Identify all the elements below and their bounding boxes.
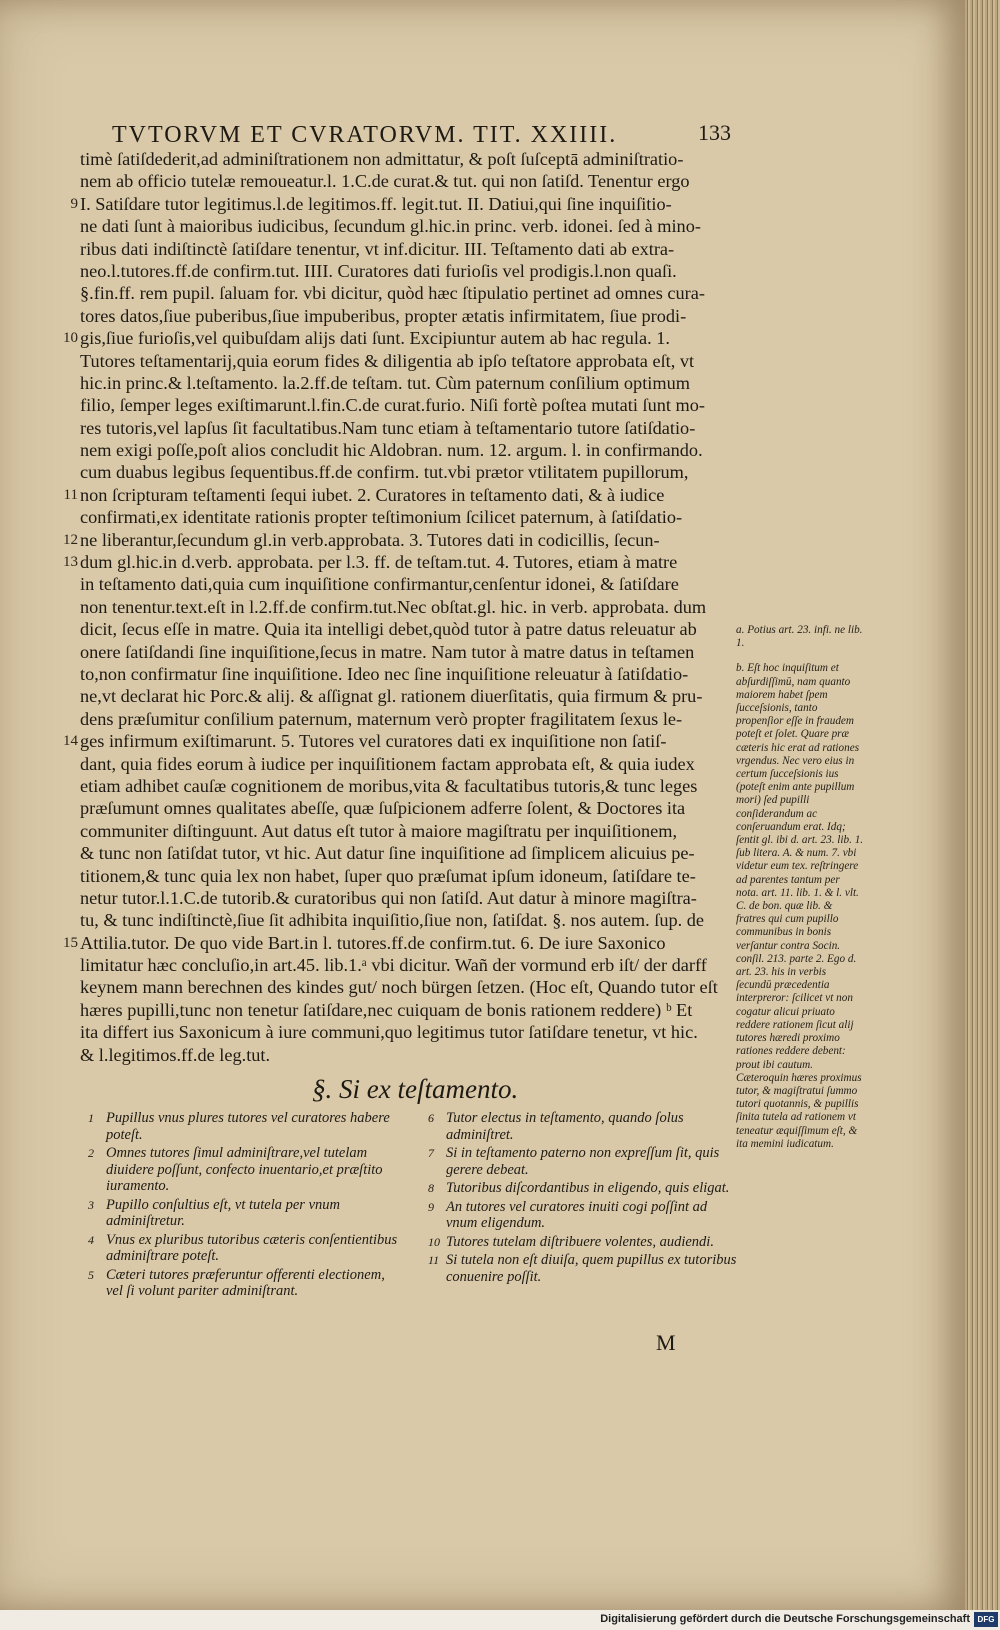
summary-item — [428, 1252, 738, 1285]
page-edge — [965, 0, 1000, 1610]
section-title: §. Si ex teſtamento. — [312, 1074, 519, 1104]
text-line — [80, 148, 730, 170]
line-text: in teſtamento dati,quia cum inquiſitione confirmantur,cenſentur idonei, & ſatiſdare — [80, 574, 679, 595]
line-text: nem exigi poſſe,poſt alios concludit hic Aldobran. num. 12. argum. l. in confirmando. — [80, 440, 703, 461]
line-text: dicit, ſecus eſſe in matre. Quia ita intelligi debet,quòd tutor à patre datus releuatur ab — [80, 619, 697, 640]
text-line — [80, 372, 730, 394]
text-line — [63, 932, 730, 954]
line-text: ita differt ius Saxonicum à iure communi,quo legitimus tutor ſatiſdare tenetur, vt hic. — [80, 1022, 698, 1043]
line-text: ne dati ſunt à maioribus iudicibus, ſecundum gl.hic.in princ. verb. idonei. ſed à mino- — [80, 216, 701, 237]
line-text: cum duabus legibus ſequentibus.ff.de confirm. tut.vbi prætor vtilitatem pupillorum, — [80, 462, 689, 483]
text-line — [80, 439, 730, 461]
text-line — [80, 909, 730, 931]
line-text: onere ſatiſdandi ſine inquiſitione,ſecus in matre. Nam tutor à matre datus in teſtamen — [80, 641, 695, 662]
line-text: to,non confirmatur ſine inquiſitione. Ideo nec ſine inquiſitione releuatur à ſatiſdatio- — [80, 663, 689, 684]
summary-item-text: Tutoribus diſcordantibus in eligendo, quis eligat. — [446, 1180, 730, 1196]
line-text: tores datos,ſiue puberibus,ſiue impuberibus, propter ætatis infirmitatem, ſiue prodi- — [80, 305, 687, 326]
text-line — [80, 238, 730, 260]
summary-item-text: Si in teſtamento paterno non expreſſum ſit, quis gerere debeat. — [446, 1145, 720, 1178]
line-text: ne,vt declarat hic Porc.& alij. & aſſignat gl. rationem diuerſitatis, quia firmum & pru- — [80, 686, 703, 707]
folio-number: 133 — [698, 120, 731, 145]
line-marginal-number: 10 — [63, 330, 78, 347]
text-line — [80, 461, 730, 483]
line-text: filio, ſemper leges exiſtimarunt.l.fin.C.de curat.furio. Niſi fortè poſtea mutati ſunt mo- — [80, 395, 705, 416]
summary-item-number: 4 — [88, 1232, 94, 1247]
margin-note: b. Eſt hoc inquiſitum et abſurdiſſimū, nam quanto maiorem habet ſpem ſucceſsionis, tanto propenſior eſſe in fraudem poteſt et ſolet. Quare præ cæteris hic erat ad rationes vrgendus. Nec vero eius in certum ſucceſsionis ius (poteſt enim ante pupillum mori) ſed pupilli conſiderandum ac conſeruandum erat. Idq; ſentit gl. ibi d. art. 23. lib. 1. ſub litera. A. & num. 7. vbi videtur eum tex. reſtringere ad parentes tantum per nota. art. 11. lib. 1. & l. vlt. C. de bon. quæ lib. & fratres qui cum pupillo communibus in bonis verſantur contra Socin. conſil. 213. parte 2. Ego d. art. 23. his in verbis ſecundū præcedentia interpreror: ſcilicet vt non cogatur alicui priuato reddere rationem ſicut alij tutores hæredi proximo rationes reddere debent: prout ibi cautum. Cæteroquin hæres proximus tutor, & magiſtratui ſummo tutori quotannis, & pupillis ſinita tutela ad rationem vt teneatur æquiſſimum eſt, & ita memini iudicatum. — [736, 662, 864, 1150]
summary-item-number: 1 — [88, 1111, 94, 1125]
summary-item-text: Tutor electus in teſtamento, quando ſolus adminiſtret. — [446, 1110, 684, 1143]
summary-item-number: 10 — [428, 1234, 440, 1249]
line-text: dum gl.hic.in d.verb. approbata. per l.3. ff. de teſtam.tut. 4. Tutores, etiam à matre — [80, 552, 678, 573]
text-line — [80, 954, 730, 976]
line-marginal-number: 9 — [70, 195, 78, 212]
text-line — [80, 506, 730, 528]
text-line — [80, 976, 730, 998]
line-text: gis,ſiue furioſis,vel quibuſdam alijs dati ſunt. Excipiuntur autem ab hac regula. 1. — [80, 328, 670, 349]
summary-item — [428, 1110, 738, 1143]
line-text: præſumunt omnes qualitates abeſſe, quæ ſuſpicionem adferre ſolent, & Doctores ita — [80, 798, 686, 819]
text-line — [80, 797, 730, 819]
line-marginal-number: 15 — [63, 934, 78, 951]
text-line — [80, 170, 730, 192]
line-text: I. Satiſdare tutor legitimus.l.de legitimos.ff. legit.tut. II. Datiui,qui ſine inquiſitio- — [80, 193, 672, 214]
text-line — [80, 775, 730, 797]
line-text: non tenentur.text.eſt in l.2.ff.de confirm.tut.Nec obſtat.gl. hic. in verb. approbata. dum — [80, 596, 707, 617]
line-text: keynem mann berechnen des kindes gut/ noch bürgen ſetzen. (Hoc eſt, Quando tutor eſt — [80, 977, 718, 998]
summary-item — [88, 1267, 398, 1300]
footer-bar — [0, 1610, 1000, 1630]
margin-notes — [736, 624, 864, 1163]
text-line — [80, 708, 730, 730]
line-text: res tutoris,vel lapſus ſit facultatibus.Nam tunc etiam à teſtamentario tutore ſatiſdatio- — [80, 417, 696, 438]
text-line — [80, 215, 730, 237]
text-line — [80, 573, 730, 595]
line-marginal-number: 13 — [63, 554, 78, 571]
summary-item — [428, 1234, 738, 1251]
text-line — [63, 327, 730, 349]
text-line — [80, 999, 730, 1021]
running-head: TVTORVM ET CVRATORVM. TIT. XXIIII. — [112, 122, 618, 148]
signature-mark: M — [656, 1330, 676, 1355]
line-text: tu, & tunc indiſtinctè,ſiue ſit adhibita inquiſitio,ſiue non, ſatiſdat. §. nos autem. ſup. de — [80, 910, 705, 931]
line-text: communiter diſtinguunt. Aut datus eſt tutor à maiore magiſtratu per inquiſitionem, — [80, 820, 678, 841]
summary-item — [88, 1145, 398, 1195]
line-text: etiam adhibet cauſæ cognitionem de moribus,vita & facultatibus tutoris,& tunc leges — [80, 775, 698, 796]
line-marginal-number: 14 — [63, 733, 78, 750]
summary-item-number: 8 — [428, 1181, 434, 1195]
dfg-logo: DFG — [974, 1612, 998, 1627]
line-text: Tutores teſtamentarij,quia eorum fides & diligentia ab ipſo teſtatore approbata eſt, vt — [80, 350, 695, 371]
summary-item-text: Pupillus vnus plures tutores vel curatores habere poteſt. — [106, 1110, 390, 1143]
summary-item — [88, 1110, 398, 1143]
text-line — [63, 529, 730, 551]
text-line — [80, 663, 730, 685]
line-text: & l.legitimos.ff.de leg.tut. — [80, 1044, 271, 1065]
text-line — [80, 350, 730, 372]
line-text: ribus dati indiſtinctè ſatiſdare tenentur, vt inf.dicitur. III. Teſtamento dati ab extra- — [80, 238, 675, 259]
text-line — [80, 820, 730, 842]
line-marginal-number: 12 — [63, 531, 78, 548]
line-text: §.fin.ff. rem pupil. ſaluam for. vbi dicitur, quòd hæc ſtipulatio pertinet ad omnes cura- — [80, 283, 705, 304]
line-text: Attilia.tutor. De quo vide Bart.in l. tutores.ff.de confirm.tut. 6. De iure Saxonico — [80, 932, 666, 953]
text-line — [80, 685, 730, 707]
line-text: nem ab officio tutelæ remoueatur.l. 1.C.de curat.& tut. qui non ſatiſd. Tenentur ergo — [80, 171, 690, 192]
text-line — [80, 1021, 730, 1043]
summary-item-number: 5 — [88, 1267, 94, 1282]
line-text: confirmati,ex identitate rationis propter teſtimonium ſcilicet paternum, à ſatiſdatio- — [80, 507, 683, 528]
line-text: hæres pupilli,tunc non tenetur ſatiſdare,nec cuiquam de bonis rationem reddere) ᵇ Et — [80, 999, 693, 1020]
text-line — [80, 417, 730, 439]
text-line — [63, 484, 730, 506]
text-line — [80, 260, 730, 282]
line-text: netur tutor.l.1.C.de tutorib.& curatoribus qui non ſatiſd. Aut datur à minore magiſtra- — [80, 887, 697, 908]
text-line — [80, 1044, 730, 1066]
summary-item — [428, 1180, 738, 1197]
summary-item-number: 11 — [428, 1253, 440, 1267]
text-line — [80, 305, 730, 327]
summary-item-number: 2 — [88, 1146, 94, 1160]
line-text: titionem,& tunc quia lex non habet, ſuper quo præſumat ipſum idoneum, ſatiſdare te- — [80, 865, 696, 886]
line-text: dens præſumitur conſilium paternum, maternum verò propter fragilitatem ſexus le- — [80, 708, 683, 729]
line-marginal-number: 11 — [63, 486, 78, 503]
summary-item — [428, 1199, 738, 1232]
summary-item — [88, 1197, 398, 1230]
line-text: limitatur hæc concluſio,in art.45. lib.1.ᵃ vbi dicitur. Wañ der vormund erb iſt/ der darff — [80, 955, 707, 976]
summary-item-number: 6 — [428, 1111, 434, 1125]
text-line — [63, 730, 730, 752]
text-line — [80, 282, 730, 304]
text-line — [80, 865, 730, 887]
text-line — [80, 394, 730, 416]
margin-note: a. Potius art. 23. infi. ne lib. 1. — [736, 624, 863, 650]
line-text: dant, quia fides eorum à iudice per inquiſitionem factam approbata eſt, & quia iudex — [80, 753, 695, 774]
summary-column-left — [88, 1110, 398, 1302]
summary-item-text: An tutores vel curatores inuiti cogi poſſint ad vnum eligendum. — [446, 1198, 708, 1231]
line-text: ges infirmum exiſtimarunt. 5. Tutores vel curatores dati ex inquiſitione non ſatiſ- — [80, 731, 667, 752]
summary-item-number: 3 — [88, 1197, 94, 1212]
text-line — [80, 641, 730, 663]
text-line — [80, 753, 730, 775]
summary-item — [428, 1145, 738, 1178]
summary-item-number: 7 — [428, 1146, 434, 1160]
line-text: hic.in princ.& l.teſtamento. la.2.ff.de teſtam. tut. Cùm paternum conſilium optimum — [80, 372, 690, 393]
text-line — [63, 551, 730, 573]
summary-item — [88, 1232, 398, 1265]
summary-item-text: Pupillo conſultius eſt, vt tutela per vnum adminiſtretur. — [106, 1196, 340, 1229]
text-line — [80, 618, 730, 640]
line-text: neo.l.tutores.ff.de confirm.tut. IIII. Curatores dati furioſis vel prodigis.l.non quaſi. — [80, 260, 677, 281]
footer-credit: Digitalisierung gefördert durch die Deutsche Forschungsgemeinschaft — [600, 1613, 970, 1625]
text-line — [80, 842, 730, 864]
summary-item-number: 9 — [428, 1199, 434, 1214]
summary-item-text: Vnus ex pluribus tutoribus cæteris conſentientibus adminiſtrare poteſt. — [106, 1231, 398, 1264]
text-line — [70, 193, 730, 215]
summary-item-text: Cæteri tutores præferuntur offerenti electionem, vel ſi volunt pariter adminiſtrant. — [106, 1266, 385, 1299]
summary-item-text: Si tutela non eſt diuiſa, quem pupillus ex tutoribus conuenire poſſit. — [446, 1252, 737, 1285]
line-text: timè ſatiſdederit,ad adminiſtrationem non admittatur, & poſt ſuſceptā adminiſtratio- — [80, 149, 684, 169]
summary-column-right — [428, 1110, 738, 1287]
summary-item-text: Omnes tutores ſimul adminiſtrare,vel tutelam diuidere poſſunt, confecto inuentario,et præſtito iuramento. — [106, 1145, 383, 1194]
text-line — [80, 596, 730, 618]
line-text: non ſcripturam teſtamenti ſequi iubet. 2. Curatores in teſtamento dati, & à iudice — [80, 484, 665, 505]
line-text: ne liberantur,ſecundum gl.in verb.approbata. 3. Tutores dati in codicillis, ſecun- — [80, 529, 660, 550]
main-text-block — [63, 148, 730, 1066]
line-text: & tunc non ſatiſdat tutor, vt hic. Aut datur ſine inquiſitione ad ſimplicem alicuius pe- — [80, 843, 695, 864]
summary-item-text: Tutores tutelam diſtribuere volentes, audiendi. — [446, 1233, 714, 1250]
text-line — [80, 887, 730, 909]
